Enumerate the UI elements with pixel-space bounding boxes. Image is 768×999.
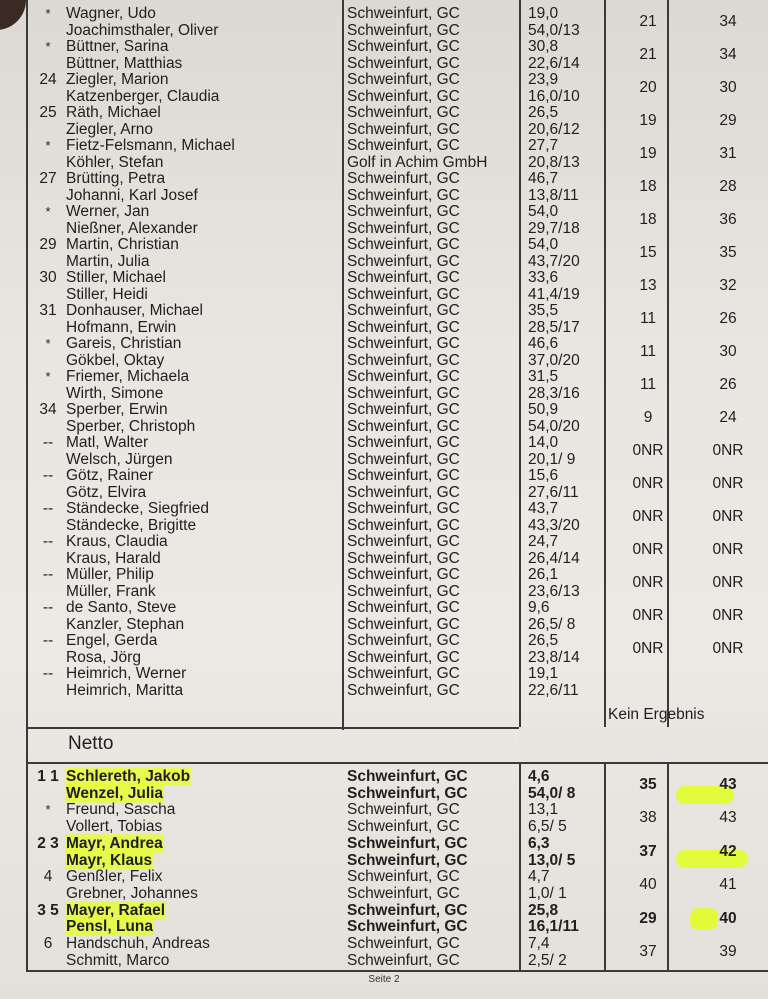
cell-name: Stiller, Michael bbox=[66, 269, 166, 286]
result-row bbox=[0, 55, 768, 72]
cell-club: Schweinfurt, GC bbox=[347, 71, 460, 88]
cell-club: Schweinfurt, GC bbox=[347, 566, 460, 583]
cell-hcp: 50,9 bbox=[528, 401, 559, 418]
cell-name: Vollert, Tobias bbox=[66, 818, 163, 836]
cell-rank: 2 3 bbox=[37, 834, 59, 852]
cell-name: Friemer, Michaela bbox=[66, 368, 190, 385]
cell-name: Müller, Frank bbox=[66, 582, 156, 600]
cell-rank: 25 bbox=[39, 104, 57, 121]
result-row bbox=[0, 286, 768, 303]
cell-b2: 34 bbox=[719, 46, 737, 63]
cell-club: Schweinfurt, GC bbox=[347, 236, 460, 253]
cell-club: Schweinfurt, GC bbox=[347, 87, 460, 105]
cell-club: Schweinfurt, GC bbox=[347, 351, 460, 369]
cell-club: Schweinfurt, GC bbox=[347, 335, 460, 352]
cell-b2: 42 bbox=[719, 842, 737, 860]
cell-hcp: 54,0/ 8 bbox=[528, 784, 576, 802]
cell-name: Grebner, Johannes bbox=[66, 884, 198, 902]
cell-b1: 19 bbox=[639, 145, 657, 162]
cell-name: Johanni, Karl Josef bbox=[66, 186, 198, 204]
cell-b1: 18 bbox=[639, 211, 657, 228]
cell-b1: 0NR bbox=[632, 475, 664, 492]
cell-hcp: 19,1 bbox=[528, 665, 559, 682]
cell-name: Heimrich, Maritta bbox=[66, 681, 184, 699]
cell-club: Schweinfurt, GC bbox=[347, 851, 468, 869]
cell-hcp: 46,6 bbox=[528, 335, 559, 352]
cell-name: Joachimsthaler, Oliver bbox=[66, 21, 219, 39]
result-row bbox=[0, 682, 768, 699]
cell-name: Kanzler, Stephan bbox=[66, 615, 185, 633]
cell-hcp: 6,5/ 5 bbox=[528, 818, 567, 836]
cell-club: Schweinfurt, GC bbox=[347, 120, 460, 138]
cell-b1: 20 bbox=[639, 79, 657, 96]
cell-b1: 21 bbox=[639, 13, 657, 30]
cell-b2: 31 bbox=[719, 145, 737, 162]
result-row bbox=[0, 187, 768, 204]
cell-rank: -- bbox=[42, 434, 54, 451]
cell-club: Schweinfurt, GC bbox=[347, 318, 460, 336]
cell-hcp: 43,7 bbox=[528, 500, 559, 517]
cell-hcp: 27,6/11 bbox=[528, 483, 579, 501]
result-row bbox=[0, 484, 768, 501]
cell-rank: -- bbox=[42, 533, 54, 550]
cell-hcp: 37,0/20 bbox=[528, 351, 580, 369]
cell-hcp: 20,6/12 bbox=[528, 120, 580, 138]
cell-club: Schweinfurt, GC bbox=[347, 500, 460, 517]
cell-b2: 41 bbox=[719, 876, 737, 894]
cell-b1: 0NR bbox=[632, 442, 664, 459]
cell-club: Schweinfurt, GC bbox=[347, 483, 460, 501]
cell-hcp: 41,4/19 bbox=[528, 285, 580, 303]
cell-hcp: 14,0 bbox=[528, 434, 559, 451]
result-row bbox=[0, 918, 768, 935]
cell-club: Schweinfurt, GC bbox=[347, 269, 460, 286]
cell-club: Schweinfurt, GC bbox=[347, 768, 468, 785]
cell-name: Genßler, Felix bbox=[66, 868, 163, 886]
cell-b1: 0NR bbox=[632, 541, 664, 558]
cell-b2: 0NR bbox=[712, 541, 744, 558]
cell-club: Golf in Achim GmbH bbox=[347, 153, 488, 171]
cell-name: Gökbel, Oktay bbox=[66, 351, 165, 369]
cell-club: Schweinfurt, GC bbox=[347, 38, 460, 55]
cell-b1: 29 bbox=[639, 909, 657, 927]
cell-hcp: 13,0/ 5 bbox=[528, 851, 576, 869]
result-row bbox=[0, 319, 768, 336]
cell-rank: 31 bbox=[39, 302, 57, 319]
cell-club: Schweinfurt, GC bbox=[347, 467, 460, 484]
result-row bbox=[0, 121, 768, 138]
cell-hcp: 23,8/14 bbox=[528, 648, 580, 666]
cell-hcp: 28,3/16 bbox=[528, 384, 580, 402]
cell-hcp: 26,1 bbox=[528, 566, 559, 583]
cell-hcp: 4,6 bbox=[528, 768, 550, 785]
cell-b1: 11 bbox=[639, 376, 657, 393]
kein-ergebnis-row bbox=[0, 706, 768, 723]
cell-hcp: 46,7 bbox=[528, 170, 559, 187]
cell-name: de Santo, Steve bbox=[66, 599, 177, 616]
cell-club: Schweinfurt, GC bbox=[347, 401, 460, 418]
result-row bbox=[0, 385, 768, 402]
cell-name: Köhler, Stefan bbox=[66, 153, 164, 171]
cell-club: Schweinfurt, GC bbox=[347, 450, 460, 468]
cell-b1: 0NR bbox=[632, 574, 664, 591]
cell-club: Schweinfurt, GC bbox=[347, 681, 460, 699]
cell-name: Büttner, Sarina bbox=[66, 38, 169, 55]
cell-b2: 34 bbox=[719, 13, 737, 30]
cell-hcp: 31,5 bbox=[528, 368, 559, 385]
cell-name: Götz, Elvira bbox=[66, 483, 147, 501]
result-row bbox=[0, 649, 768, 666]
cell-name: Wenzel, Julia bbox=[66, 784, 164, 802]
cell-club: Schweinfurt, GC bbox=[347, 582, 460, 600]
cell-club: Schweinfurt, GC bbox=[347, 784, 468, 802]
cell-hcp: 25,8 bbox=[528, 901, 559, 919]
cell-hcp: 23,6/13 bbox=[528, 582, 580, 600]
cell-name: Matl, Walter bbox=[66, 434, 149, 451]
cell-club: Schweinfurt, GC bbox=[347, 801, 460, 819]
cell-hcp: 26,5 bbox=[528, 104, 559, 121]
cell-club: Schweinfurt, GC bbox=[347, 884, 460, 902]
cell-b2: 0NR bbox=[712, 442, 744, 459]
cell-rank: -- bbox=[42, 665, 54, 682]
cell-b1: 13 bbox=[639, 277, 657, 294]
cell-name: Stiller, Heidi bbox=[66, 285, 148, 303]
cell-club: Schweinfurt, GC bbox=[347, 302, 460, 319]
cell-name: Fietz-Felsmann, Michael bbox=[66, 137, 235, 154]
cell-rank: 6 bbox=[43, 935, 53, 952]
cell-hcp: 54,0/13 bbox=[528, 21, 580, 39]
cell-club: Schweinfurt, GC bbox=[347, 384, 460, 402]
cell-b2: 35 bbox=[719, 244, 737, 261]
cell-name: Pensl, Luna bbox=[66, 918, 153, 936]
cell-hcp: 29,7/18 bbox=[528, 219, 580, 237]
cell-rank: * bbox=[45, 138, 51, 153]
cell-b1: 11 bbox=[639, 343, 657, 360]
result-row bbox=[0, 885, 768, 902]
cell-name: Mayer, Rafael bbox=[66, 901, 166, 919]
cell-name: Schlereth, Jakob bbox=[66, 768, 191, 785]
cell-rank: 29 bbox=[39, 236, 57, 253]
cell-rank: -- bbox=[42, 632, 54, 649]
cell-name: Heimrich, Werner bbox=[66, 665, 187, 682]
cell-club: Schweinfurt, GC bbox=[347, 549, 460, 567]
cell-rank: * bbox=[45, 6, 51, 21]
cell-b2: 0NR bbox=[712, 640, 744, 657]
cell-b2: 36 bbox=[719, 211, 737, 228]
cell-b1: 35 bbox=[639, 776, 657, 793]
cell-name: Nießner, Alexander bbox=[66, 219, 198, 237]
cell-hcp: 54,0 bbox=[528, 203, 559, 220]
cell-hcp: 26,5 bbox=[528, 632, 559, 649]
result-row bbox=[0, 253, 768, 270]
cell-b2: 32 bbox=[719, 277, 737, 294]
cell-name: Müller, Philip bbox=[66, 566, 154, 583]
result-row bbox=[0, 22, 768, 39]
cell-rank: -- bbox=[42, 500, 54, 517]
cell-rank: 34 bbox=[39, 401, 57, 418]
cell-name: Wirth, Simone bbox=[66, 384, 164, 402]
cell-rank: -- bbox=[42, 599, 54, 616]
cell-hcp: 54,0 bbox=[528, 236, 559, 253]
cell-hcp: 7,4 bbox=[528, 935, 550, 952]
cell-name: Donhauser, Michael bbox=[66, 302, 203, 319]
cell-name: Engel, Gerda bbox=[66, 632, 158, 649]
cell-club: Schweinfurt, GC bbox=[347, 368, 460, 385]
cell-hcp: 16,0/10 bbox=[528, 87, 580, 105]
cell-b2: 0NR bbox=[712, 508, 744, 525]
cell-b1: 11 bbox=[639, 310, 657, 327]
cell-hcp: 23,9 bbox=[528, 71, 559, 88]
cell-b2: 26 bbox=[719, 310, 737, 327]
cell-club: Schweinfurt, GC bbox=[347, 434, 460, 451]
cell-club: Schweinfurt, GC bbox=[347, 21, 460, 39]
cell-club: Schweinfurt, GC bbox=[347, 665, 460, 682]
cell-b1: 21 bbox=[639, 46, 657, 63]
cell-b2: 24 bbox=[719, 409, 737, 426]
cell-hcp: 28,5/17 bbox=[528, 318, 580, 336]
result-row bbox=[0, 550, 768, 567]
cell-rank: 3 5 bbox=[37, 901, 59, 919]
cell-b2: 39 bbox=[719, 943, 737, 960]
cell-name: Hofmann, Erwin bbox=[66, 318, 177, 336]
cell-name: Götz, Rainer bbox=[66, 467, 154, 484]
cell-hcp: 43,7/20 bbox=[528, 252, 580, 270]
cell-rank: 30 bbox=[39, 269, 57, 286]
page-number: Seite 2 bbox=[368, 974, 400, 985]
cell-rank: * bbox=[45, 336, 51, 351]
cell-b2: 30 bbox=[719, 343, 737, 360]
cell-b2: 30 bbox=[719, 79, 737, 96]
cell-name: Ständecke, Brigitte bbox=[66, 516, 197, 534]
cell-club: Schweinfurt, GC bbox=[347, 417, 460, 435]
result-row bbox=[0, 665, 768, 682]
cell-hcp: 13,1 bbox=[528, 801, 559, 819]
cell-hcp: 22,6/11 bbox=[528, 681, 579, 699]
cell-b1: 38 bbox=[639, 809, 657, 827]
cell-club: Schweinfurt, GC bbox=[347, 901, 468, 919]
cell-hcp: 43,3/20 bbox=[528, 516, 580, 534]
cell-name: Wagner, Udo bbox=[66, 5, 156, 22]
cell-name: Mayr, Klaus bbox=[66, 851, 153, 869]
cell-club: Schweinfurt, GC bbox=[347, 818, 460, 836]
cell-name: Mayr, Andrea bbox=[66, 834, 163, 852]
cell-club: Schweinfurt, GC bbox=[347, 516, 460, 534]
cell-b2: 0NR bbox=[712, 574, 744, 591]
cell-hcp: 4,7 bbox=[528, 868, 550, 886]
cell-club: Schweinfurt, GC bbox=[347, 918, 468, 936]
cell-name: Brütting, Petra bbox=[66, 170, 166, 187]
cell-b1: 19 bbox=[639, 112, 657, 129]
cell-club: Schweinfurt, GC bbox=[347, 170, 460, 187]
cell-name: Ziegler, Arno bbox=[66, 120, 154, 138]
cell-hcp: 20,1/ 9 bbox=[528, 450, 576, 468]
result-row bbox=[0, 517, 768, 534]
cell-name: Katzenberger, Claudia bbox=[66, 87, 220, 105]
result-row bbox=[0, 818, 768, 835]
cell-hcp: 22,6/14 bbox=[528, 54, 580, 72]
cell-hcp: 24,7 bbox=[528, 533, 559, 550]
cell-hcp: 9,6 bbox=[528, 599, 550, 616]
cell-club: Schweinfurt, GC bbox=[347, 285, 460, 303]
section-divider-bottom bbox=[28, 762, 768, 764]
cell-rank: 27 bbox=[39, 170, 57, 187]
cell-b1: 0NR bbox=[632, 607, 664, 624]
cell-name: Martin, Christian bbox=[66, 236, 179, 253]
cell-hcp: 20,8/13 bbox=[528, 153, 580, 171]
cell-rank: * bbox=[45, 369, 51, 384]
cell-name: Büttner, Matthias bbox=[66, 54, 183, 72]
cell-name: Werner, Jan bbox=[66, 203, 150, 220]
result-row bbox=[0, 451, 768, 468]
cell-b2: 29 bbox=[719, 112, 737, 129]
cell-name: Martin, Julia bbox=[66, 252, 150, 270]
cell-hcp: 30,8 bbox=[528, 38, 559, 55]
cell-b2: 0NR bbox=[712, 475, 744, 492]
cell-name: Kraus, Harald bbox=[66, 549, 161, 567]
cell-rank: 1 1 bbox=[37, 768, 59, 785]
cell-club: Schweinfurt, GC bbox=[347, 935, 460, 952]
cell-b2: 40 bbox=[719, 909, 737, 927]
cell-b1: 18 bbox=[639, 178, 657, 195]
cell-rank: 4 bbox=[43, 868, 53, 886]
cell-b2: 28 bbox=[719, 178, 737, 195]
cell-club: Schweinfurt, GC bbox=[347, 5, 460, 22]
kein-ergebnis-label: Kein Ergebnis bbox=[608, 706, 705, 723]
cell-b1: 0NR bbox=[632, 508, 664, 525]
cell-club: Schweinfurt, GC bbox=[347, 137, 460, 154]
cell-b1: 0NR bbox=[632, 640, 664, 657]
cell-club: Schweinfurt, GC bbox=[347, 104, 460, 121]
result-row bbox=[0, 154, 768, 171]
cell-rank: * bbox=[45, 39, 51, 54]
cell-rank: * bbox=[45, 204, 51, 219]
cell-club: Schweinfurt, GC bbox=[347, 203, 460, 220]
cell-b2: 43 bbox=[719, 809, 737, 827]
cell-rank: -- bbox=[42, 467, 54, 484]
result-row bbox=[0, 785, 768, 802]
cell-club: Schweinfurt, GC bbox=[347, 951, 460, 969]
result-row bbox=[0, 220, 768, 237]
cell-b2: 0NR bbox=[712, 607, 744, 624]
cell-hcp: 35,5 bbox=[528, 302, 559, 319]
cell-club: Schweinfurt, GC bbox=[347, 533, 460, 550]
cell-name: Ziegler, Marion bbox=[66, 71, 169, 88]
cell-hcp: 19,0 bbox=[528, 5, 559, 22]
cell-club: Schweinfurt, GC bbox=[347, 648, 460, 666]
cell-hcp: 54,0/20 bbox=[528, 417, 580, 435]
cell-club: Schweinfurt, GC bbox=[347, 868, 460, 886]
result-row bbox=[0, 583, 768, 600]
cell-hcp: 16,1/11 bbox=[528, 918, 579, 936]
cell-hcp: 26,5/ 8 bbox=[528, 615, 576, 633]
cell-name: Sperber, Erwin bbox=[66, 401, 168, 418]
cell-hcp: 1,0/ 1 bbox=[528, 884, 567, 902]
cell-club: Schweinfurt, GC bbox=[347, 834, 468, 852]
cell-club: Schweinfurt, GC bbox=[347, 186, 460, 204]
cell-rank: -- bbox=[42, 566, 54, 583]
cell-b1: 15 bbox=[639, 244, 657, 261]
cell-name: Handschuh, Andreas bbox=[66, 935, 210, 952]
cell-club: Schweinfurt, GC bbox=[347, 599, 460, 616]
netto-heading: Netto bbox=[68, 733, 114, 754]
cell-name: Kraus, Claudia bbox=[66, 533, 168, 550]
cell-b1: 9 bbox=[643, 409, 653, 426]
cell-name: Sperber, Christoph bbox=[66, 417, 196, 435]
cell-b1: 37 bbox=[639, 842, 657, 860]
result-row bbox=[0, 88, 768, 105]
cell-name: Welsch, Jürgen bbox=[66, 450, 173, 468]
result-row bbox=[0, 352, 768, 369]
cell-name: Schmitt, Marco bbox=[66, 951, 170, 969]
cell-hcp: 15,6 bbox=[528, 467, 559, 484]
result-row bbox=[0, 852, 768, 869]
cell-club: Schweinfurt, GC bbox=[347, 615, 460, 633]
cell-name: Räth, Michael bbox=[66, 104, 161, 121]
cell-name: Gareis, Christian bbox=[66, 335, 182, 352]
cell-b1: 37 bbox=[639, 943, 657, 960]
cell-hcp: 26,4/14 bbox=[528, 549, 580, 567]
cell-hcp: 2,5/ 2 bbox=[528, 951, 567, 969]
cell-b2: 43 bbox=[719, 776, 737, 793]
cell-name: Ständecke, Siegfried bbox=[66, 500, 210, 517]
cell-club: Schweinfurt, GC bbox=[347, 54, 460, 72]
cell-b1: 40 bbox=[639, 876, 657, 894]
cell-club: Schweinfurt, GC bbox=[347, 219, 460, 237]
cell-hcp: 27,7 bbox=[528, 137, 559, 154]
cell-club: Schweinfurt, GC bbox=[347, 632, 460, 649]
cell-rank: * bbox=[45, 802, 51, 818]
result-row bbox=[0, 616, 768, 633]
result-row bbox=[0, 952, 768, 969]
result-row bbox=[0, 418, 768, 435]
cell-hcp: 13,8/11 bbox=[528, 186, 579, 204]
cell-name: Rosa, Jörg bbox=[66, 648, 141, 666]
cell-hcp: 33,6 bbox=[528, 269, 559, 286]
cell-rank: 24 bbox=[39, 71, 57, 88]
cell-name: Freund, Sascha bbox=[66, 801, 176, 819]
cell-hcp: 6,3 bbox=[528, 834, 550, 852]
cell-b2: 26 bbox=[719, 376, 737, 393]
cell-club: Schweinfurt, GC bbox=[347, 252, 460, 270]
